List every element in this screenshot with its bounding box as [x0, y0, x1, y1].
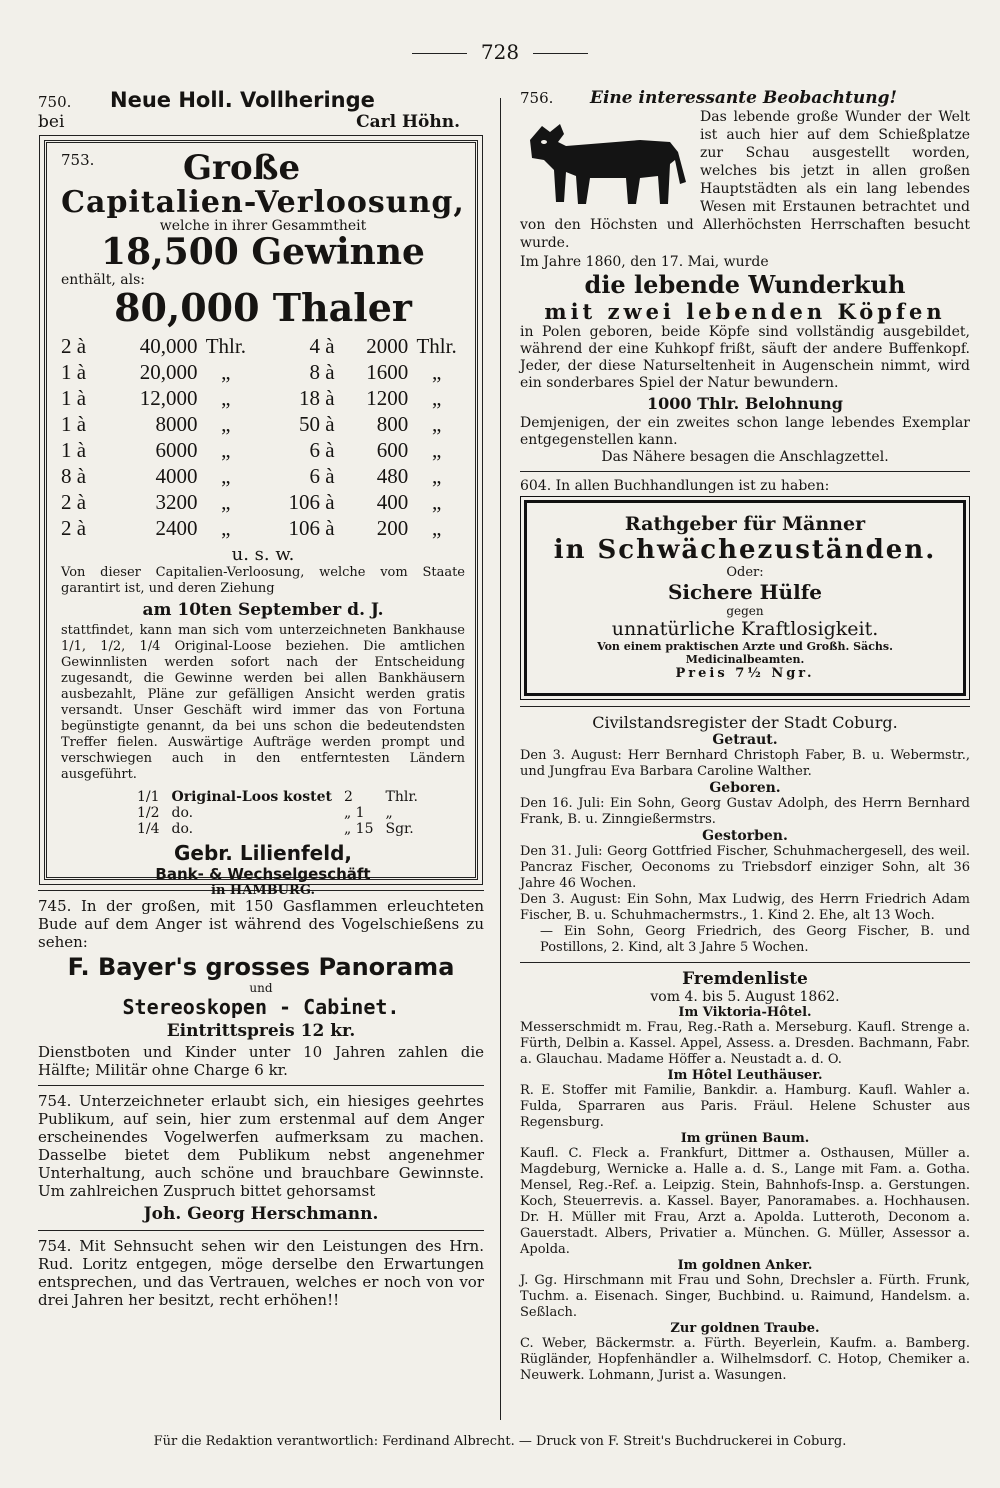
prize-cell: „ [221, 438, 231, 463]
register-gestorben-heading: Gestorben. [702, 828, 788, 844]
cow-woodcut-icon [520, 112, 690, 212]
subheading: welche in ihrer Gesammtheit [159, 218, 367, 235]
prize-cell: „ [221, 412, 231, 437]
prize-cell: „ [431, 412, 442, 437]
prize-cell: Thlr. [416, 334, 457, 359]
fremdenliste-hotel-heading: Im Viktoria-Hôtel. [678, 1005, 812, 1020]
loos-price-cell: „ 1 [343, 804, 365, 821]
fremdenliste-guests: Kaufl. C. Fleck a. Frankfurt, Dittmer a. Osthausen, Müller a. Magdeburg, Wernicke a. Halle a. d. S., Lange mit Fam. a. Gotha. Mensel, Reg.-Ref. a. Leipzig. Stein, Bahnhofs-Insp. a. Gerstungen. Koch, Steuerrevis. a. Kassel. Bayer, Panoramabes. a. Hochhausen. Dr. H. Müller mit Frau, Arzt a. Apolda. Lutteroth, Deconom a. Gauerstadt. Albers, Privatier a. München. G. Müller, Assessor a. Apolda. [520, 1146, 970, 1257]
prize-table [61, 334, 465, 542]
separator [520, 706, 970, 707]
prize-cell: „ [431, 490, 442, 515]
prize-cell: „ [431, 438, 442, 463]
ad-604 [520, 478, 970, 696]
loos-price-cell: „ [385, 804, 393, 821]
ad-756-p5: Das Nähere besagen die Anschlagzettel. [601, 449, 889, 465]
book-gegen: gegen [726, 604, 764, 618]
column-divider [500, 98, 501, 1420]
book-title-2: in Schwächezuständen. [553, 535, 937, 565]
prize-row [61, 516, 465, 542]
prize-row [61, 334, 465, 360]
left-column [38, 88, 484, 1309]
ad-bei: bei [38, 112, 65, 132]
book-oder: Oder: [726, 565, 764, 580]
loos-prices [131, 789, 424, 837]
loos-price-cell: Original-Loos kostet [171, 788, 332, 805]
register-getraut-heading: Getraut. [712, 732, 778, 748]
ad-604-box [524, 500, 966, 696]
fremdenliste [520, 969, 970, 1384]
prize-cell: 200 [376, 516, 409, 541]
prize-row [61, 412, 465, 438]
right-column [520, 88, 970, 1384]
prize-cell: 8 à [309, 360, 335, 385]
loos-price-row [131, 789, 424, 805]
prize-cell: 40,000 [139, 334, 198, 359]
ad-754a-signature: Joh. Georg Herschmann. [143, 1204, 379, 1224]
loos-price-cell: 1/4 [137, 820, 160, 837]
prize-cell: 2 à [61, 490, 87, 515]
fremdenliste-guests: C. Weber, Bäckermstr. a. Fürth. Beyerlein, Kaufm. a. Bamberg. Rügländer, Hopfenhändler a. Wilhelmsdorf. C. Hotop, Chemiker a. Neuwerk. Lohmann, Jurist a. Wasungen. [520, 1336, 970, 1383]
draw-date: am 10ten September d. J. [142, 599, 384, 620]
separator [38, 1230, 484, 1231]
fremdenliste-hotel-heading: Im goldnen Anker. [677, 1258, 813, 1273]
separator [520, 962, 970, 963]
prize-row [61, 438, 465, 464]
heading-grosse: Große [183, 148, 301, 188]
fremdenliste-guests: R. E. Stoffer mit Familie, Bankdir. a. Hamburg. Kaufl. Wahler a. Fulda, Sparraren aus Paris. Fräul. Helene Schuster aus Regensburg. [520, 1083, 970, 1130]
loos-price-cell: Sgr. [385, 820, 414, 837]
prize-row [61, 360, 465, 386]
prize-cell: 8000 [155, 412, 198, 437]
heading-verloosung: Capitalien-Verloosung, [61, 184, 465, 220]
prize-cell: „ [431, 360, 442, 385]
imprint-footer: Für die Redaktion verantwortlich: Ferdinand Albrecht. — Druck von F. Streit's Buchdruckerei in Coburg. [153, 1434, 847, 1449]
ad-745-note: Dienstboten und Kinder unter 10 Jahren zahlen die Hälfte; Militär ohne Charge 6 kr. [38, 1043, 484, 1079]
ad-753-box [44, 140, 478, 898]
panorama-title: F. Bayer's grosses Panorama [67, 953, 455, 981]
prize-cell: 2400 [155, 516, 198, 541]
koepfe-heading: mit zwei lebenden Köpfen [544, 299, 946, 324]
ad-756-p4: Demjenigen, der ein zweites schon lange lebendes Exemplar entgegenstellen kann. [520, 415, 970, 448]
prize-cell: 106 à [288, 516, 335, 541]
firm-city: in HAMBURG. [211, 882, 315, 898]
prize-cell: 1 à [61, 360, 87, 385]
prize-cell: „ [431, 516, 442, 541]
prize-cell: „ [431, 386, 442, 411]
prize-row [61, 490, 465, 516]
subheading-enthaelt: enthält, als: [61, 271, 146, 288]
prize-cell: 400 [376, 490, 409, 515]
ad-754a [38, 1092, 484, 1224]
register-geboren: Den 16. Juli: Ein Sohn, Georg Gustav Adolph, des Herrn Bernhard Frank, B. u. Zinngießermstrs. [520, 796, 970, 827]
prize-cell: 18 à [298, 386, 335, 411]
prize-cell: „ [431, 464, 442, 489]
separator [38, 1085, 484, 1086]
ad-745-und: und [249, 981, 273, 995]
prize-cell: „ [221, 360, 231, 385]
register-title: Civilstandsregister der Stadt Coburg. [592, 713, 898, 732]
fremdenliste-hotel-heading: Zur goldnen Traube. [670, 1321, 820, 1336]
ad-750 [38, 88, 484, 132]
loos-price-cell: do. [171, 820, 194, 837]
loos-price-cell: Thlr. [385, 788, 418, 805]
ad-745-text: 745. In der großen, mit 150 Gasflammen erleuchteten Bude auf dem Anger ist während des Vogelschießens zu sehen: [38, 897, 484, 951]
wunderkuh-heading: die lebende Wunderkuh [584, 270, 906, 299]
ad-756-p3: in Polen geboren, beide Köpfe sind vollständig ausgebildet, während der eine Kuhkopf frißt, säuft der andere Buffenkopf. Jeder, der diese Naturseltenheit in Augenschein nimmt, wird ein sonderbares Spiel der Natur bewundern. [520, 324, 970, 391]
prize-cell: 800 [376, 412, 409, 437]
prize-cell: 600 [376, 438, 409, 463]
ad-number: 756. [520, 89, 554, 107]
prize-cell: „ [221, 464, 231, 489]
ad-745 [38, 897, 484, 1079]
prize-cell: „ [221, 516, 231, 541]
prize-cell: 4 à [309, 334, 335, 359]
prize-cell: 1600 [366, 360, 409, 385]
prize-cell: 1 à [61, 412, 87, 437]
prize-cell: 2000 [366, 334, 409, 359]
prize-cell: 1 à [61, 438, 87, 463]
prize-cell: 6 à [309, 438, 335, 463]
fremdenliste-guests: Messerschmidt m. Frau, Reg.-Rath a. Merseburg. Kaufl. Strenge a. Fürth, Delbin a. Kassel. Appel, Assess. a. Dresden. Bachmann, Fabr. a. Glauchau. Madame Höffer a. Neustadt a. d. O. [520, 1020, 970, 1067]
prize-cell: 20,000 [139, 360, 198, 385]
prize-cell: 4000 [155, 464, 198, 489]
ad-title: Neue Holl. Vollheringe [110, 88, 375, 112]
prize-cell: 6 à [309, 464, 335, 489]
register-gestorben-2: Den 3. August: Ein Sohn, Max Ludwig, des Herrn Friedrich Adam Fischer, B. u. Schuhmachermstrs., 1. Kind 2. Ehe, alt 13 Woch. [520, 892, 970, 923]
prize-cell: 2 à [61, 516, 87, 541]
header-rule-left [412, 53, 467, 54]
page-header [0, 40, 1000, 64]
fremdenliste-date: vom 4. bis 5. August 1862. [650, 989, 840, 1005]
register-geboren-heading: Geboren. [709, 780, 781, 796]
prize-cell: 6000 [155, 438, 198, 463]
prize-cell: 3200 [155, 490, 198, 515]
prize-row [61, 464, 465, 490]
firm-name: Gebr. Lilienfeld, [173, 840, 353, 865]
page-number: 728 [480, 40, 520, 64]
fremdenliste-hotel-heading: Im Hôtel Leuthäuser. [667, 1068, 823, 1083]
ad-number: 750. [38, 93, 72, 111]
book-author: Von einem praktischen Arzte und Großh. Sächs. Medicinalbeamten. [597, 640, 893, 666]
entry-price: Eintrittspreis 12 kr. [166, 1021, 356, 1041]
firm-type: Bank- & Wechselgeschäft [155, 864, 371, 883]
prize-cell: „ [221, 386, 231, 411]
loos-price-cell: 1/2 [137, 804, 160, 821]
header-rule-right [533, 53, 588, 54]
loos-price-cell: 1/1 [137, 788, 160, 805]
ad-756 [520, 88, 970, 465]
civil-register [520, 713, 970, 956]
prize-row [61, 386, 465, 412]
loos-price-cell: do. [171, 804, 194, 821]
fremdenliste-sections [520, 1005, 970, 1384]
paragraph-intro: Von dieser Capitalien-Verloosung, welche vom Staate garantirt ist, und deren Ziehung [61, 564, 465, 596]
ad-754a-text: 754. Unterzeichneter erlaubt sich, ein hiesiges geehrtes Publikum, auf sein, hier zum erstenmal auf dem Anger erscheinendes Vogelwerfen aufmerksam zu machen. Dasselbe bietet dem Publikum nebst angenehmer Unterhaltung, auch schöne und brauchbare Gewinnste. Um zahlreichen Zuspruch bittet gehorsamst [38, 1092, 484, 1200]
prize-cell: 12,000 [139, 386, 198, 411]
ad-604-intro: 604. In allen Buchhandlungen ist zu haben: [520, 478, 830, 494]
fremdenliste-title: Fremdenliste [682, 969, 808, 989]
register-gestorben-1: Den 31. Juli: Georg Gottfried Fischer, Schuhmachergesell, des weil. Pancraz Fischer, Oeconoms zu Triebsdorf einziger Sohn, alt 36 Jahre 46 Wochen. [520, 844, 970, 891]
usw: u. s. w. [231, 543, 295, 565]
fremdenliste-hotel-heading: Im grünen Baum. [680, 1131, 810, 1146]
ad-number: 753. [61, 151, 95, 169]
paragraph-body: stattfindet, kann man sich vom unterzeichneten Bankhause 1/1, 1/2, 1/4 Original-Loose beziehen. Die amtlichen Gewinnlisten werden sofort nach der Entscheidung zugesandt, die Gewinne werden bei allen Bankhäusern ausbezahlt, Pläne zur gefälligen Ansicht werden gratis versandt. Unser Geschäft wird immer das von Fortuna begünstigte genannt, da bei uns schon die bedeutendsten Treffer fielen. Auswärtige Aufträge werden prompt und verschwiegen auch in den entferntesten Ländern ausgeführt. [61, 622, 465, 782]
loos-price-row [131, 805, 424, 821]
book-title-4: unnatürliche Kraftlosigkeit. [611, 618, 879, 640]
fremdenliste-guests: J. Gg. Hirschmann mit Frau und Sohn, Drechsler a. Fürth. Frunk, Tuchm. a. Eisenach. Singer, Buchbind. u. Raimund, Handelsm. a. Seßlach. [520, 1273, 970, 1320]
prize-cell: „ [221, 490, 231, 515]
separator [520, 471, 970, 472]
prize-cell: 2 à [61, 334, 87, 359]
ad-756-title: Eine interessante Beobachtung! [590, 88, 897, 108]
heading-gewinne: 18,500 Gewinne [101, 231, 425, 274]
ad-754b-text: 754. Mit Sehnsucht sehen wir den Leistungen des Hrn. Rud. Loritz entgegen, möge derselbe den Erwartungen entsprechen, und das Vertrauen, welches er noch von vor drei Jahren her besitzt, recht erhöhen!! [38, 1237, 484, 1309]
loos-price-cell: „ 15 [343, 820, 374, 837]
loos-price-cell: 2 [343, 788, 353, 805]
reward-heading: 1000 Thlr. Belohnung [647, 394, 843, 413]
book-title-1: Rathgeber für Männer [624, 513, 866, 535]
heading-thaler: 80,000 Thaler [114, 284, 412, 330]
ad-756-p2: Im Jahre 1860, den 17. Mai, wurde [520, 254, 769, 270]
book-title-3: Sichere Hülfe [667, 580, 823, 604]
ad-756-p1: Das lebende große Wunder der Welt ist auch hier auf dem Schießplatze zur Schau ausgestellt worden, welches bis jetzt in allen großen Hauptstädten als ein lang lebendes Wesen mit Erstaunen betrachtet und von den Höchsten und Allerhöchsten Herrschaften besucht wurde. [520, 109, 970, 251]
register-getraut: Den 3. August: Herr Bernhard Christoph Faber, B. u. Webermstr., und Jungfrau Eva Barbara Caroline Walther. [520, 748, 970, 779]
book-price: Preis 7½ Ngr. [675, 666, 815, 681]
loos-price-row [131, 821, 424, 837]
ad-754b [38, 1237, 484, 1309]
prize-cell: 50 à [298, 412, 335, 437]
cabinet-title: Stereoskopen - Cabinet. [122, 995, 400, 1019]
prize-cell: 106 à [288, 490, 335, 515]
prize-cell: 8 à [61, 464, 87, 489]
ad-merchant: Carl Höhn. [356, 112, 460, 132]
register-gestorben-3: — Ein Sohn, Georg Friedrich, des Georg Fischer, B. und Postillons, 2. Kind, alt 3 Jahre 5 Wochen. [540, 924, 970, 955]
prize-cell: 1200 [366, 386, 409, 411]
prize-cell: 480 [376, 464, 409, 489]
prize-cell: Thlr. [205, 334, 246, 359]
prize-cell: 1 à [61, 386, 87, 411]
